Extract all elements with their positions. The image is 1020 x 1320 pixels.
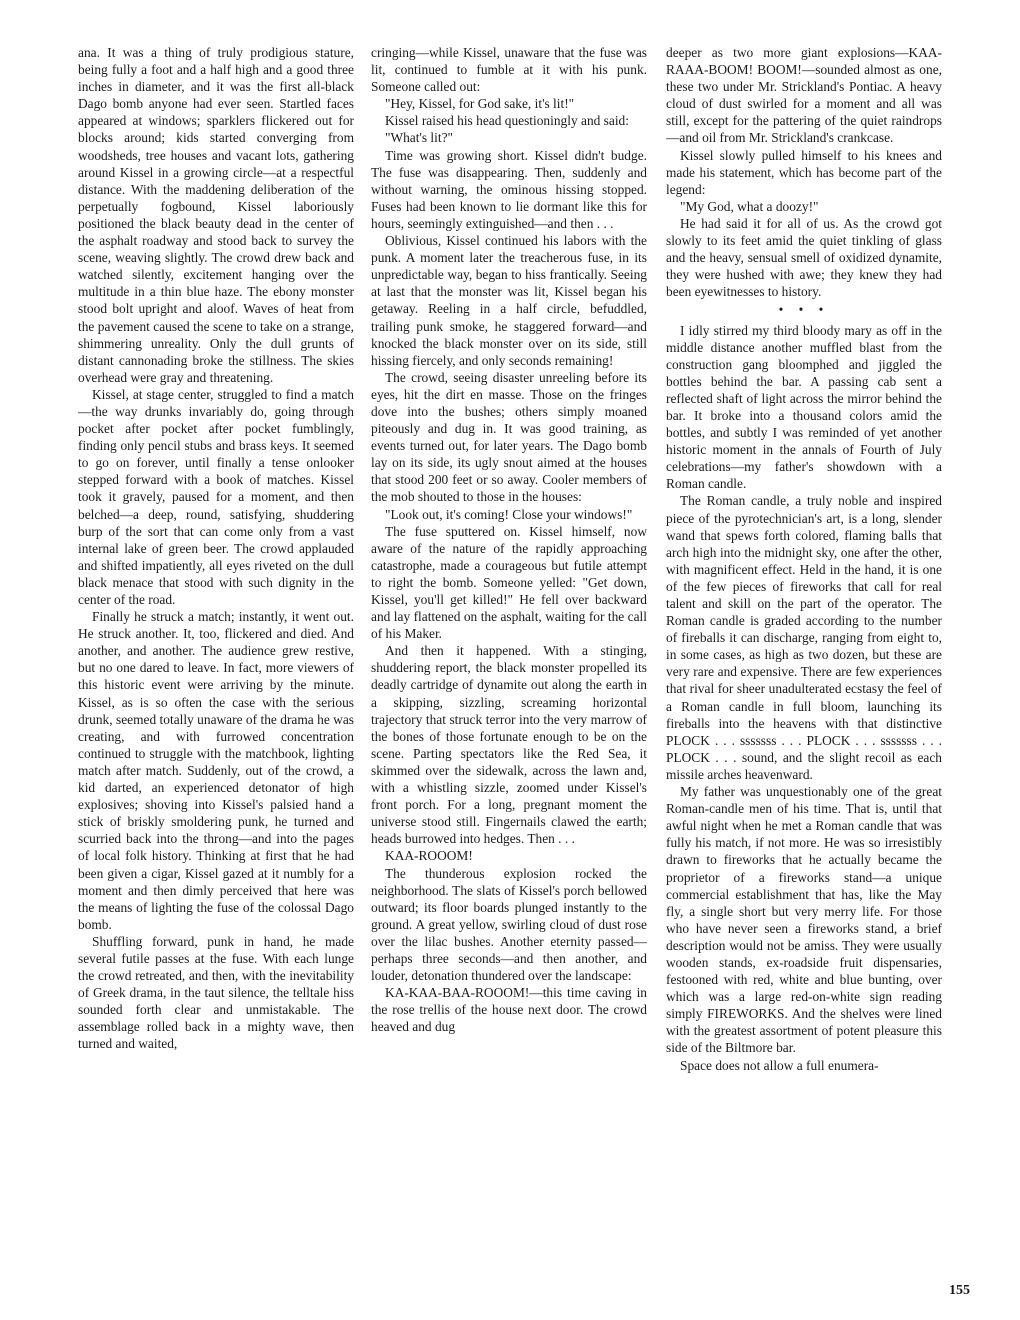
paragraph: "What's lit?" <box>385 130 454 146</box>
paragraph: "Look out, it's coming! Close your windows!" <box>385 506 633 522</box>
paragraph: The fuse sputtered on. Kissel himself, now aware of the nature of the rapidly approaching catastrophe, made a courageous but futile attempt to right the bomb. Someone yelled: "Get down, Kissel, you'll get killed!" He fell over backward and lay flattened on the asphalt, waiting for the call of his Maker. <box>371 523 647 642</box>
paragraph: The crowd, seeing disaster unreeling before its eyes, hit the dirt en masse. Those on the fringes dove into the bushes; others simply moaned piteously and dug in. It was good training, as events turned out, for later years. The Dago bomb lay on its side, its ugly snout aimed at the houses that stood 200 feet or so away. Cooler members of the mob shouted to those in the houses: <box>371 369 647 505</box>
paragraph: He had said it for all of us. As the crowd got slowly to its feet amid the quiet tinkling of glass and the heavy, sensual smell of oxidized dynamite, they were hushed with awe; they knew they had been eyewitnesses to history. <box>666 215 942 300</box>
text-column-3 <box>666 44 942 1074</box>
text-column-2 <box>371 44 647 1035</box>
paragraph: deeper as two more giant explosions—KAA-RAAA-BOOM! BOOM!—sounded almost as one, these two under Mr. Strickland's Pontiac. A heavy cloud of dust swirled for a moment and all was still, except for the pattering of the quiet raindrops—and oil from Mr. Strickland's crankcase. <box>666 45 942 146</box>
paragraph: Finally he struck a match; instantly, it went out. He struck another. It, too, flickered and died. And another, and another. The audience grew restive, but no one dared to leave. In fact, more viewers of this historic event were arriving by the minute. Kissel, as is so often the case with the serious drunk, seemed totally unaware of the drama he was creating, and with furrowed concentration continued to struggle with the matchbook, lighting match after match. Suddenly, out of the crowd, a kid darted, an experienced detonator of high explosives; shoving into Kissel's palsied hand a stick of briskly smoldering punk, he turned and scurried back into the throng—and into the pages of local folk history. Thinking at first that he had been given a cigar, Kissel gazed at it numbly for a moment and then dimly perceived that here was the means of lighting the fuse of the colossal Dago bomb. <box>78 609 354 932</box>
paragraph: KAA-ROOOM! <box>385 848 473 864</box>
paragraph: And then it happened. With a stinging, shuddering report, the black monster propelled its deadly cartridge of dynamite out along the earth in a skipping, sizzling, screaming horizontal trajectory that struck terror into the very marrow of the bones of those fortunate enough to be on the scene. Parting spectators like the Red Sea, it skimmed over the sidewalk, across the lawn and, with a whistling sizzle, zoomed under Kissel's front porch. For a long, pregnant moment the universe stood still. Fingernails clawed the earth; heads burrowed into hedges. Then . . . <box>371 643 647 847</box>
paragraph: "My God, what a doozy!" <box>680 198 819 214</box>
paragraph: The Roman candle, a truly noble and inspired piece of the pyrotechnician's art, is a long, slender wand that spews forth colored, flaming balls that arch high into the midnight sky, one after the other, with magnificent effect. Held in the hand, it is one of the few pieces of fireworks that call for real talent and skill on the part of the operator. The Roman candle is graded according to the number of fireballs it can discharge, ranging from eight to, in some cases, as high as two dozen, but these are very rare and expensive. There are few experiences that rival for sheer unadulterated ecstasy the feel of a Roman candle in full bloom, launching its fireballs into the heavens with that distinctive PLOCK . . . sssssss . . . PLOCK . . . sssssss . . . PLOCK . . . sound, and the slight recoil as each missile arches heavenward. <box>666 493 942 782</box>
paragraph: Kissel raised his head questioningly and said: <box>385 113 629 129</box>
paragraph: The thunderous explosion rocked the neighborhood. The slats of Kissel's porch bellowed outward; its floor boards plunged instantly to the ground. A great yellow, swirling cloud of dust rose over the lilac bushes. Another eternity passed—perhaps three seconds—and then another, and louder, detonation thundered over the landscape: <box>371 865 647 984</box>
page-number: 155 <box>949 1283 970 1298</box>
paragraph: Space does not allow a full enumera- <box>680 1057 879 1073</box>
section-separator: • • • <box>778 302 830 318</box>
paragraph: "Hey, Kissel, for God sake, it's lit!" <box>385 96 575 112</box>
paragraph: I idly stirred my third bloody mary as off in the middle distance another muffled blast from the construction gang bloomphed and jiggled the bottles behind the bar. A passing cab sent a reflected shaft of light across the mirror behind the bar. It broke into a thousand colors amid the bottles, and subtly I was reminded of yet another historic moment in the annals of Fourth of July celebrations—my father's showdown with a Roman candle. <box>666 322 942 492</box>
paragraph: cringing—while Kissel, unaware that the fuse was lit, continued to fumble at it with his punk. Someone called out: <box>371 45 647 95</box>
paragraph: ana. It was a thing of truly prodigious stature, being fully a foot and a half high and a good three inches in diameter, and it was the first all-black Dago bomb anyone had ever seen. Startled faces appeared at windows; sparklers flickered out for blocks around; kids started converging from woodsheds, tree houses and vacant lots, gathering around Kissel in a growing circle—at a respectful distance. With the maddening deliberation of the perpetually fogbound, Kissel laboriously positioned the black beauty dead in the center of the asphalt roadway and stood back to survey the scene, weaving slightly. The crowd drew back and watched silently, excitement hanging over the multitude in a thin blue haze. The ebony monster stood bolt upright and aloof. Waves of heat from the pavement caused the scene to take on a strange, shimmering unreality. Only the dull grunts of distant cannonading broke the stillness. The skies overhead were gray and threatening. <box>78 45 354 385</box>
text-column-1 <box>78 44 354 1053</box>
paragraph: Kissel slowly pulled himself to his knees and made his statement, which has become part of the legend: <box>666 147 942 197</box>
paragraph: KA-KAA-BAA-ROOOM!—this time caving in the rose trellis of the house next door. The crowd heaved and dug <box>371 985 647 1035</box>
paragraph: Kissel, at stage center, struggled to find a match—the way drunks invariably do, going through pocket after pocket after pocket fumblingly, finding only pencil stubs and brass keys. It seemed to go on forever, until finally a tense onlooker stepped forward with a book of matches. Kissel took it gravely, paused for a moment, and then belched—a deep, round, satisfying, shuddering burp of the sort that can come only from a vast internal lake of green beer. The crowd applauded and shifted impatiently, all eyes riveted on the dull black menace that stood with such dignity in the center of the road. <box>78 386 354 607</box>
paragraph: Time was growing short. Kissel didn't budge. The fuse was disappearing. Then, suddenly and without warning, the ominous hissing stopped. Fuses had been known to lie dormant like this for hours, seemingly extinguished—and then . . . <box>371 147 647 231</box>
paragraph: Shuffling forward, punk in hand, he made several futile passes at the fuse. With each lunge the crowd retreated, and then, with the inevitability of Greek drama, in the taut silence, the telltale hiss sounded forth clear and unmistakable. The assemblage rolled back in a mighty wave, then turned and waited, <box>78 933 354 1052</box>
paragraph: Oblivious, Kissel continued his labors with the punk. A moment later the treacherous fuse, in its unpredictable way, began to hiss frantically. Seeing at last that the monster was lit, Kissel began his getaway. Reeling in a half circle, befuddled, trailing punk smoke, he staggered forward—and knocked the black monster over on its side, still hissing fiercely, and only seconds remaining! <box>371 233 647 368</box>
paragraph: My father was unquestionably one of the great Roman-candle men of his time. That is, until that awful night when he met a Roman candle that was fully his match, if not more. He was so irresistibly drawn to fireworks that he actually became the proprietor of a fireworks stand—a unique commercial establishment that has, like the May fly, a single short but very merry life. For those who have never seen a fireworks stand, a brief description would not be amiss. They were usually wooden stands, ex-roadside fruit dispensaries, festooned with red, white and blue bunting, over which was a large red-on-white sign reading simply FIREWORKS. And the shelves were lined with the greatest assortment of potent pleasure this side of the Biltmore bar. <box>666 784 942 1056</box>
